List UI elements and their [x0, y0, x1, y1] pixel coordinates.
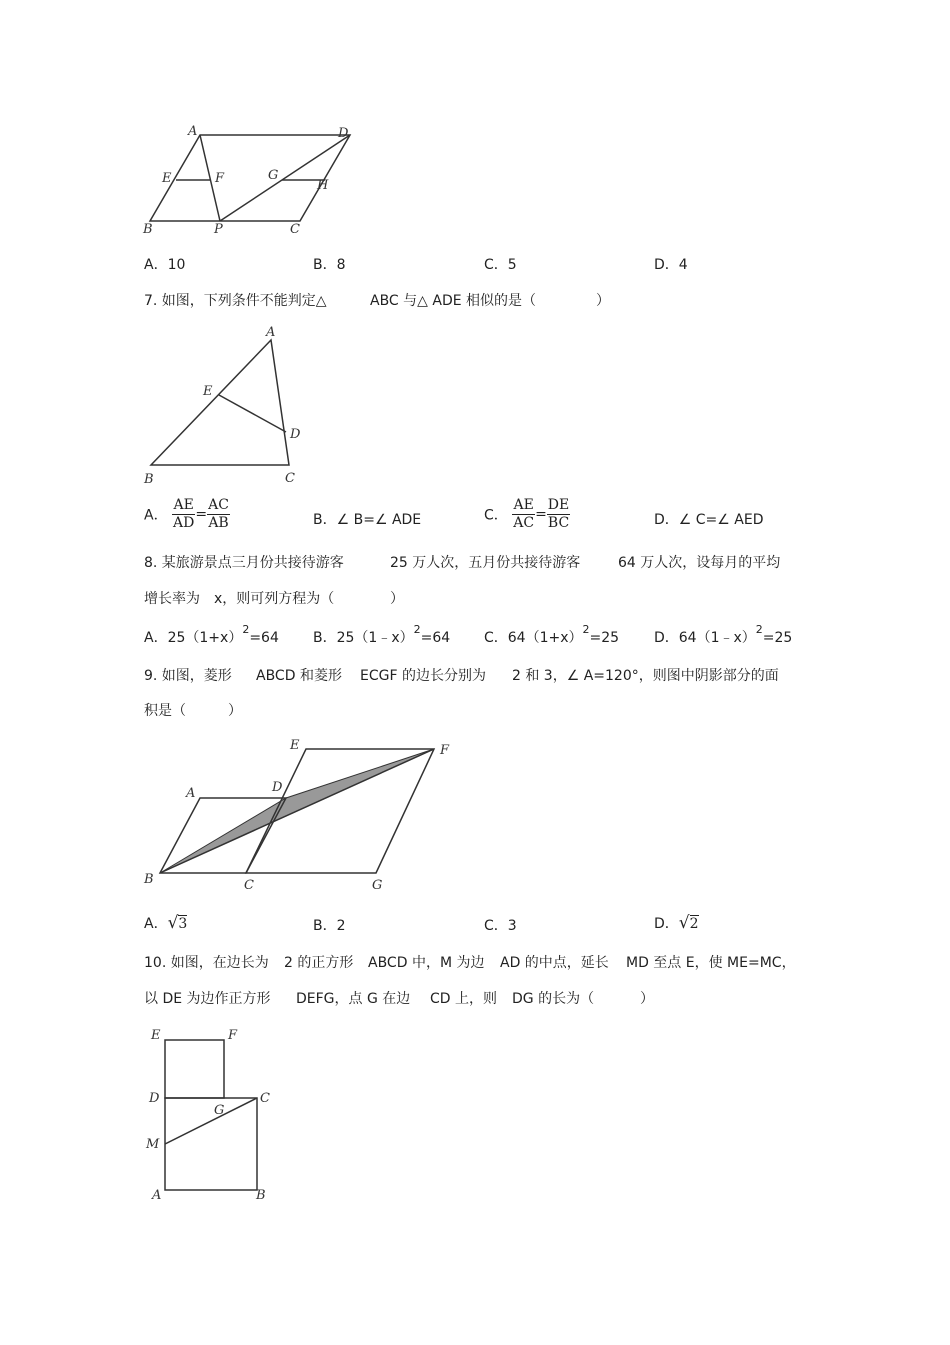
exponent: 2 [413, 623, 421, 636]
q10-line2-d: DG 的长为（ [512, 991, 595, 1007]
equals-sign: = [195, 506, 208, 523]
fraction-denominator: BC [547, 515, 570, 531]
q8-line2-b: x，则可列方程为（ [214, 591, 335, 607]
triangle-abc [151, 340, 289, 465]
radicand: 3 [178, 916, 188, 932]
label-a: A [266, 325, 276, 340]
label-b: B [143, 222, 153, 237]
label-f: F [228, 1028, 238, 1043]
label-d: D [338, 126, 349, 141]
exponent: 2 [755, 623, 763, 636]
label-g: G [214, 1103, 225, 1118]
q10-line2-b: DEFG，点 G 在边 [296, 991, 411, 1007]
label-c: C [285, 471, 295, 486]
fraction-denominator: AC [513, 515, 535, 531]
q7-option-c-prefix: C． [484, 507, 508, 524]
q7-option-a[interactable] [144, 497, 230, 532]
q9-option-c[interactable]: C．3 [484, 918, 517, 934]
q7-option-c[interactable] [484, 497, 570, 532]
rhombus-figure [140, 732, 460, 892]
radicand: 2 [689, 916, 699, 932]
segment-pd [220, 135, 350, 221]
q9-option-a[interactable] [144, 913, 187, 933]
fraction-denominator: AD [173, 515, 195, 531]
label-b: B [144, 872, 154, 887]
label-b: B [256, 1188, 266, 1203]
q8-line1-a: 8. 某旅游景点三月份共接待游客 [144, 555, 344, 571]
q10-line1-d: AD 的中点，延长 [500, 955, 609, 971]
q8-line1-c: 64 万人次，设每月的平均 [618, 555, 781, 571]
q9-option-b[interactable]: B．2 [313, 918, 346, 934]
sqrt-icon: √ [167, 913, 179, 933]
q9-line1-d: 2 和 3，∠ A=120°，则图中阴影部分的面 [512, 668, 779, 684]
segment-mc [165, 1098, 257, 1144]
segment-ed [219, 395, 286, 432]
label-e: E [162, 171, 172, 186]
q7-stem-c: ） [596, 293, 610, 309]
q6-option-a[interactable]: A．10 [144, 257, 186, 273]
label-g: G [268, 168, 279, 183]
q7-option-c-fraction-2 [547, 497, 570, 532]
q10-line1-a: 10. 如图，在边长为 [144, 955, 269, 971]
q10-line2-a: 以 DE 为边作正方形 [144, 991, 271, 1007]
label-a: A [188, 124, 198, 139]
q6-option-c[interactable]: C．5 [484, 257, 517, 273]
q9-line1-b: ABCD 和菱形 [256, 668, 342, 684]
label-d: D [272, 780, 283, 795]
q9-option-d[interactable] [654, 913, 699, 933]
option-prefix: A． [144, 916, 168, 932]
q7-option-a-fraction-2 [207, 497, 230, 532]
exponent: 2 [582, 623, 590, 636]
label-g: G [372, 878, 383, 892]
label-h: H [317, 178, 329, 193]
label-m: M [146, 1137, 160, 1152]
fraction-numerator: AE [513, 497, 534, 513]
fraction-numerator: AE [173, 497, 194, 513]
option-text: A．25（1+x） [144, 630, 243, 646]
label-p: P [214, 222, 223, 237]
fraction-denominator: AB [208, 515, 229, 531]
triangle-figure [140, 320, 320, 490]
squares-figure [140, 1020, 290, 1210]
label-a: A [152, 1188, 162, 1203]
q8-option-b[interactable] [313, 623, 451, 647]
q10-line1-b: 2 的正方形 [284, 955, 354, 971]
fraction-numerator: AC [208, 497, 229, 513]
q8-line1-b: 25 万人次，五月份共接待游客 [390, 555, 581, 571]
q9-line2-a: 积是（ [144, 703, 186, 719]
sqrt-icon: √ [678, 913, 690, 933]
label-a: A [186, 786, 196, 801]
exponent: 2 [242, 623, 250, 636]
label-d: D [149, 1091, 160, 1106]
label-e: E [203, 384, 213, 399]
q6-option-b[interactable]: B．8 [313, 257, 346, 273]
square-abcd [165, 1098, 257, 1190]
option-prefix: D． [654, 916, 679, 932]
label-d: D [290, 427, 301, 442]
option-text: D．64（1﹣x） [654, 630, 756, 646]
option-text: =25 [762, 630, 793, 646]
q7-option-d[interactable]: D．∠ C=∠ AED [654, 512, 764, 528]
q6-option-d[interactable]: D．4 [654, 257, 688, 273]
q10-line2-e: ） [640, 991, 654, 1007]
q8-option-a[interactable] [144, 623, 279, 647]
q10-line1-c: ABCD 中，M 为边 [368, 955, 485, 971]
option-text: =64 [420, 630, 451, 646]
q7-option-c-fraction-1 [512, 497, 535, 532]
q7-stem-b: ABC 与△ ADE 相似的是（ [370, 293, 537, 309]
q7-option-a-fraction-1 [172, 497, 195, 532]
option-text: =25 [589, 630, 620, 646]
q8-line2-a: 增长率为 [144, 591, 200, 607]
q8-line2-c: ） [390, 591, 404, 607]
option-text: =64 [249, 630, 279, 646]
label-e: E [151, 1028, 161, 1043]
label-c: C [260, 1091, 270, 1106]
label-b: B [144, 472, 154, 487]
q10-line2-c: CD 上，则 [430, 991, 498, 1007]
label-c: C [244, 878, 254, 892]
q9-line1-c: ECGF 的边长分别为 [360, 668, 486, 684]
label-f: F [440, 743, 450, 758]
label-c: C [290, 222, 300, 237]
q8-option-d[interactable] [654, 623, 793, 647]
q7-option-b[interactable]: B．∠ B=∠ ADE [313, 512, 422, 528]
q9-line1-a: 9. 如图，菱形 [144, 668, 232, 684]
option-text: C．64（1+x） [484, 630, 583, 646]
equals-sign: = [535, 506, 547, 523]
label-e: E [290, 738, 300, 753]
q7-stem-a: 7. 如图，下列条件不能判定△ [144, 293, 327, 309]
q9-line2-b: ） [228, 703, 242, 719]
q10-line1-e: MD 至点 E，使 ME=MC， [626, 955, 796, 971]
q8-option-c[interactable] [484, 623, 620, 647]
fraction-numerator: DE [547, 497, 570, 513]
q7-option-a-prefix: A． [144, 507, 168, 524]
parallelogram-figure [140, 120, 370, 240]
square-defg [165, 1040, 224, 1098]
option-text: B．25（1﹣x） [313, 630, 414, 646]
label-f: F [215, 171, 225, 186]
